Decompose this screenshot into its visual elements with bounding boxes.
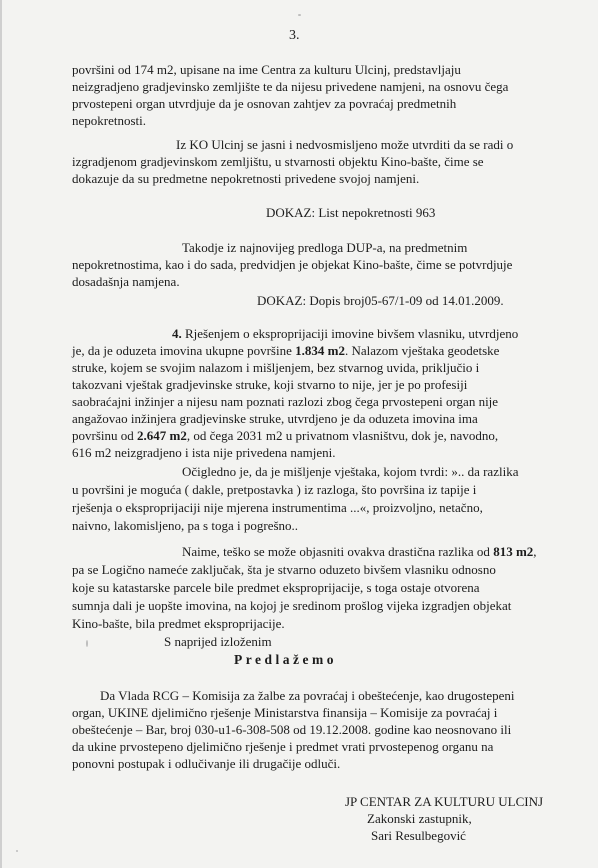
p4-text: Rješenjem o eksproprijaciji imovine bivšem vlasniku, utvrdjeno <box>181 326 519 341</box>
p7-line: ponovni postupak i odlučivanje ili drugačije odluči. <box>72 756 341 771</box>
signature-name: Sari Resulbegović <box>371 828 466 843</box>
p1-line: nepokretnosti. <box>72 113 147 128</box>
p1-line: neizgradjeno gradjevinsko zemljište te da nijesu privedene namjeni, na osnovu čega <box>72 79 509 94</box>
p7-line: Da Vlada RCG – Komisija za žalbe za povraćaj i obeštećenje, kao drugostepeni <box>100 688 515 703</box>
p6-line: Kino-bašte, bila predmet eksproprijacije. <box>72 616 285 631</box>
p4-text: , od čega 2031 m2 u privatnom vlasništvu, dok je, navodno, <box>186 428 499 443</box>
p3-line: dosadašnja namjena. <box>72 274 180 289</box>
area-difference: 813 m2 <box>493 544 534 559</box>
p6-line: sumnja dali je uopšte imovina, na kojoj je sredinom prošlog vijeka izgradjen objekat <box>72 598 512 613</box>
proposal-heading: Predlažemo <box>234 652 337 667</box>
p6-line: koje su katastarske parcele bile predmet eksproprijacije, s toga ostaje otvorena <box>72 580 480 595</box>
scan-speck <box>16 850 18 852</box>
signature-title: Zakonski zastupnik, <box>367 811 472 826</box>
p5-line: rješenja o eksproprijaciji nije mjerena instrumentima ...«, proizvoljno, netačno, <box>72 500 483 515</box>
evidence-line: DOKAZ: List nepokretnosti 963 <box>266 205 436 220</box>
p4-line: 616 m2 neizgradjeno i ista nije privedena namjeni. <box>72 445 336 460</box>
p4-line <box>172 326 518 341</box>
p5-line: Očigledno je, da je mišljenje vještaka, kojom tvrdi: ».. da razlika <box>182 464 519 479</box>
closing-phrase: S naprijed izloženim <box>164 634 272 649</box>
p3-line: nepokretnostima, kao i do sada, predvidjen je objekat Kino-bašte, čime se potvrdjuje <box>72 257 513 272</box>
p4-line: takozvani vještak gradjevinske struke, koji stvarno to nije, jer je po profesiji <box>72 377 468 392</box>
signature-organization: JP CENTAR ZA KULTURU ULCINJ <box>345 794 544 809</box>
p4-line <box>72 428 498 443</box>
p4-text: . Nalazom vještaka geodetske <box>344 343 500 358</box>
p4-line <box>72 343 499 358</box>
p4-text: površinu od <box>72 428 137 443</box>
p2-line: dokazuje da su predmetne nepokretnosti privedene svojoj namjeni. <box>72 171 420 186</box>
evidence-line: DOKAZ: Dopis broj05-67/1-09 od 14.01.2009. <box>257 293 504 308</box>
p3-line: Takodje iz najnovijeg predloga DUP-a, na predmetnim <box>182 240 468 255</box>
p5-line: naivno, lakomisljeno, pa s toga i pogrešno.. <box>72 518 299 533</box>
p4-line: struke, kojem se svojim nalazom i mišljenjem, bez stvarnog uvida, priključio i <box>72 360 480 375</box>
p4-text: je, da je oduzeta imovina ukupne površine <box>72 343 296 358</box>
page-number: 3. <box>289 28 300 43</box>
scan-speck <box>298 14 301 16</box>
area-value: 2.647 m2 <box>137 428 187 443</box>
p6-text: , <box>533 544 537 559</box>
p7-line: organ, UKINE djelimično rješenje Ministarstva finansija – Komisije za povraćaj i <box>72 705 498 720</box>
scan-speck <box>86 640 88 647</box>
p6-text: Naime, teško se može objasniti ovakva drastična razlika od <box>182 544 494 559</box>
p5-line: u površini je moguća ( dakle, pretpostavka ) iz razloga, što površina iz tapije i <box>72 482 477 497</box>
p6-line <box>182 544 537 559</box>
p1-line: prvostepeni organ utvrdjuje da je osnovan zahtjev za povraćaj predmetnih <box>72 96 457 111</box>
p7-line: obeštećenje – Bar, broj 030-u1-6-308-508 od 19.12.2008. godine kao neosnovano ili <box>72 722 512 737</box>
p2-line: Iz KO Ulcinj se jasni i nedvosmisljeno može utvrditi da se radi o <box>176 137 514 152</box>
scan-edge <box>0 0 2 868</box>
item-number: 4. <box>172 326 182 341</box>
p4-line: angažovao inžinjera gradjevinske struke, utvrdjeno je da oduzeta imovina ima <box>72 411 478 426</box>
area-value: 1.834 m2 <box>295 343 345 358</box>
p2-line: izgradjenom gradjevinskom zemljištu, u stvarnosti objektu Kino-bašte, čime se <box>72 154 484 169</box>
p7-line: da ukine prvostepeno djelimično rješenje i predmet vrati prvostepenog organu na <box>72 739 494 754</box>
p1-line: površini od 174 m2, upisane na ime Centra za kulturu Ulcinj, predstavljaju <box>72 62 461 77</box>
p6-line: pa se Logično nameće zaključak, šta je stvarno oduzeto bivšem vlasniku odnosno <box>72 562 496 577</box>
p4-line: saobraćajni inžinjer a nijesu nam poznati razlozi zbog čega prvostepeni organ nije <box>72 394 499 409</box>
